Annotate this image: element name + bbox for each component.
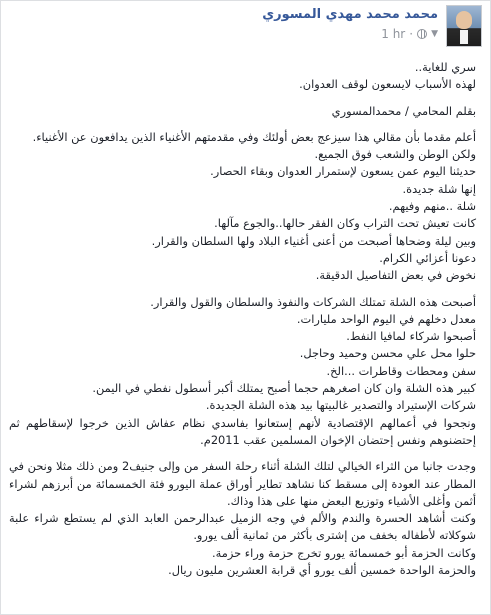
meta-separator: · xyxy=(409,27,414,41)
post-paragraph: بقلم المحامي / محمدالمسوري xyxy=(331,103,476,118)
post-paragraph: دعونا أعزائي الكرام. xyxy=(379,250,476,265)
paragraph-gap xyxy=(9,285,476,294)
paragraph-gap xyxy=(9,120,476,129)
post-paragraph: كبير هذه الشلة وان كان اصغرهم حجما أصبح يمتلك أكبر أسطول نفطي في اليمن. xyxy=(92,381,476,396)
chevron-down-icon[interactable]: ▼ xyxy=(431,29,438,39)
post-paragraph: سفن ومحطات وقاطرات ...الخ. xyxy=(326,363,476,378)
post-meta xyxy=(381,27,438,41)
post-paragraph: وجدت جانبا من الثراء الخيالي لتلك الشلة أثناء رحلة السفر من وإلى جنيف2 ومن ذلك مثلا ونحن في المطار عند العودة إلى مسقط كنا نشاهد تطاير أوراق عملة اليورو فئة الخمسمائة من أبرزهم لشراء أثمن وأغلى الأشياء وتوزيع البعض منها على هذا وذاك. xyxy=(9,459,477,508)
post-paragraph: كانت تعيش تحت التراب وكان الفقر حالها..والجوع مآلها. xyxy=(214,216,476,231)
post-paragraph: معدل دخلهم في اليوم الواحد مليارات. xyxy=(296,311,476,326)
post-paragraph: أصبحت هذه الشلة تمتلك الشركات والنفوذ والسلطان والقول والقرار. xyxy=(150,294,476,309)
post-paragraph: وبين ليلة وضحاها أصبحت من أعنى أغنياء البلاد ولها السلطان والقرار. xyxy=(151,233,476,248)
post-paragraph: والحزمة الواحدة خمسين ألف يورو أي قرابة العشرين مليون ريال. xyxy=(168,563,476,578)
post-paragraph: شركات الإستيراد والتصدير غالبيتها بيد هذه الشلة الجديدة. xyxy=(205,398,476,413)
post-paragraph: أعلم مقدما بأن مقالي هذا سيزعج بعض أولئك وفي مقدمتهم الأغنياء الذين يدافعون عن الأغنياء. xyxy=(32,129,476,144)
post-paragraph: سري للغاية.. xyxy=(414,60,476,74)
globe-icon[interactable] xyxy=(417,29,427,39)
post-paragraph: حلوا محل علي محسن وحميد وحاجل. xyxy=(299,346,476,361)
post-paragraph: ونجحوا في أعمالهم الإقتصادية لأنهم إستعانوا بفاسدي نظام عفاش الذين خرجوا لإسقاطهم ثم إحتضنوهم ونفس إحتضان الإخوان المسلمين عقب 2011م. xyxy=(9,415,476,447)
post-paragraph: وكنت أشاهد الحسرة والندم والألم في وجه الزميل عبدالرحمن العابد الذي لم يستطع شراء علبة شوكلاته لأطفاله بخفف من إشترى بأكثر من ثمانية ألف يورو. xyxy=(9,511,476,543)
post-paragraph: إنها شلة جديدة. xyxy=(402,181,476,196)
post-paragraph: وكانت الحزمة أبو خمسمائة يورو تخرج حزمة وراء حزمة. xyxy=(212,545,476,560)
paragraph-gap xyxy=(9,449,476,458)
author-avatar[interactable] xyxy=(446,5,482,47)
avatar-shirt xyxy=(460,30,468,44)
post-header xyxy=(9,5,482,49)
avatar-face xyxy=(456,11,472,29)
post-timestamp[interactable]: 1 hr xyxy=(381,27,406,41)
post-paragraph: ولكن الوطن والشعب فوق الجميع. xyxy=(314,147,476,162)
paragraph-gap xyxy=(9,94,476,103)
post-paragraph: أصبحوا شركاء لمافيا النفط. xyxy=(346,329,476,344)
author-name-link[interactable]: محمد محمد مهدي المسوري xyxy=(262,7,438,22)
post-paragraph: لهذه الأسباب لايسعون لوقف العدوان. xyxy=(299,77,476,92)
post-paragraph: شلة ..منهم وفيهم. xyxy=(388,199,476,214)
post-paragraph: نخوض في بعض التفاصيل الدقيقة. xyxy=(315,268,476,283)
post-paragraph: حديثنا اليوم عمن يسعون لإستمرار العدوان وبقاء الحصار. xyxy=(210,164,476,179)
post-body xyxy=(9,59,476,579)
